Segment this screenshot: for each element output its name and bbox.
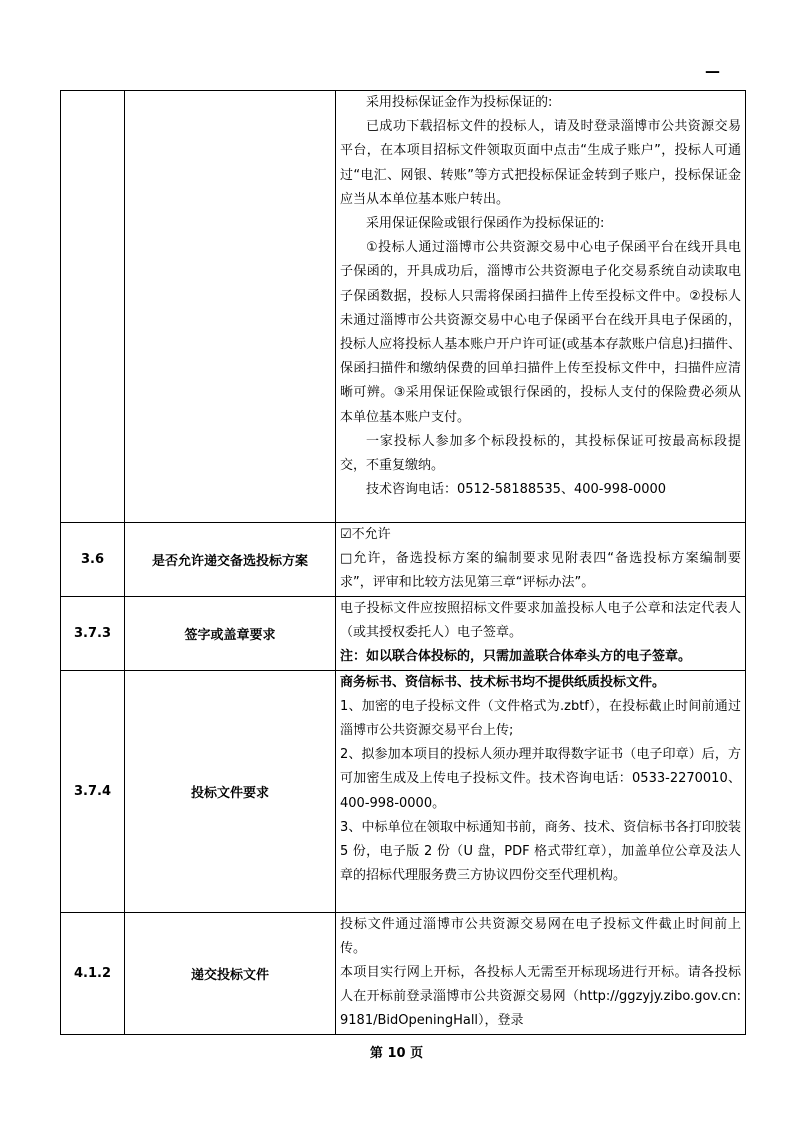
table-row — [61, 596, 746, 670]
header-mark: — — [705, 62, 720, 80]
row-content — [336, 912, 746, 1034]
row-content — [336, 596, 746, 670]
content-paragraph: 投标文件通过淄博市公共资源交易网在电子投标文件截止时间前上传。 — [340, 916, 741, 956]
content-paragraph: 1、加密的电子投标文件（文件格式为.zbtf），在投标截止时间前通过淄博市公共资源交易平台上传; — [340, 698, 741, 739]
row-content — [336, 670, 746, 912]
row-number: 3.7.4 — [61, 670, 125, 912]
content-paragraph: ①投标人通过淄博市公共资源交易中心电子保函平台在线开具电子保函的，开具成功后，淄博市公共资源电子化交易系统自动读取电子保函数据，投标人只需将保函扫描件上传至投标文件中。②投标人未通过淄博市公共资源交易中心电子保函平台在线开具电子保函的，投标人应将投标人基本账户开户许可证(或基本存款账户信息)扫描件、保函扫描件和缴纳保费的回单扫描件上传至投标文件中，扫描件应清晰可辨。③采用保证保险或银行保函的，投标人支付的保险费必须从本单位基本账户支付。 — [340, 240, 741, 425]
table-row — [61, 523, 746, 597]
option-allowed: □允许，备选投标方案的编制要求见附表四“备选投标方案编制要求”，评审和比较方法见第三章“评标办法”。 — [340, 551, 741, 591]
option-not-allowed: ☑不允许 — [340, 527, 391, 542]
row-number: 4.1.2 — [61, 912, 125, 1034]
table-row — [61, 91, 746, 523]
table-row — [61, 670, 746, 912]
content-paragraph: 采用投标保证金作为投标保证的: — [366, 95, 553, 110]
content-paragraph: 本项目实行网上开标，各投标人无需至开标现场进行开标。请各投标人在开标前登录淄博市公共资源交易网（http://ggzyjy.zibo.gov.cn:9181/BidOpeningHall），登录 — [340, 965, 741, 1029]
content-paragraph: 3、中标单位在领取中标通知书前，商务、技术、资信标书各打印胶装 5 份，电子版 2 份（U 盘，PDF 格式带红章），加盖单位公章及法人章的招标代理服务费三方协议四份交至代理机构。 — [340, 819, 741, 884]
row-item-name: 是否允许递交备选投标方案 — [125, 523, 336, 597]
page-number: 第 10 页 — [369, 1046, 424, 1061]
row-item-name: 签字或盖章要求 — [125, 596, 336, 670]
tech-support-phone: 技术咨询电话：0512-58188535、400-998-0000 — [366, 482, 667, 498]
table-row — [61, 912, 746, 1034]
content-paragraph: 商务标书、资信标书、技术标书均不提供纸质投标文件。 — [340, 674, 666, 690]
content-paragraph: 已成功下载招标文件的投标人，请及时登录淄博市公共资源交易平台，在本项目招标文件领取页面中点击“生成子账户”，投标人可通过“电汇、网银、转账”等方式把投标保证金转到子账户，投标保证金应当从本单位基本账户转出。 — [340, 119, 741, 207]
row-number — [61, 91, 125, 523]
row-content — [336, 91, 746, 523]
content-paragraph: 电子投标文件应按照招标文件要求加盖投标人电子公章和法定代表人（或其授权委托人）电子签章。 — [340, 600, 741, 640]
row-item-name — [125, 91, 336, 523]
row-item-name: 递交投标文件 — [125, 912, 336, 1034]
content-note: 注：如以联合体投标的，只需加盖联合体牵头方的电子签章。 — [340, 649, 692, 665]
content-paragraph: 2、拟参加本项目的投标人须办理并取得数字证书（电子印章）后，方可加密生成及上传电子投标文件。技术咨询电话：0533-2270010、400-998-0000。 — [340, 747, 741, 811]
bid-data-table — [60, 90, 746, 1035]
content-paragraph: 一家投标人参加多个标段投标的，其投标保证可按最高标段提交，不重复缴纳。 — [340, 433, 741, 474]
row-item-name: 投标文件要求 — [125, 670, 336, 912]
row-number: 3.6 — [61, 523, 125, 597]
row-content — [336, 523, 746, 597]
content-paragraph: 采用保证保险或银行保函作为投标保证的: — [366, 216, 605, 232]
row-number: 3.7.3 — [61, 596, 125, 670]
